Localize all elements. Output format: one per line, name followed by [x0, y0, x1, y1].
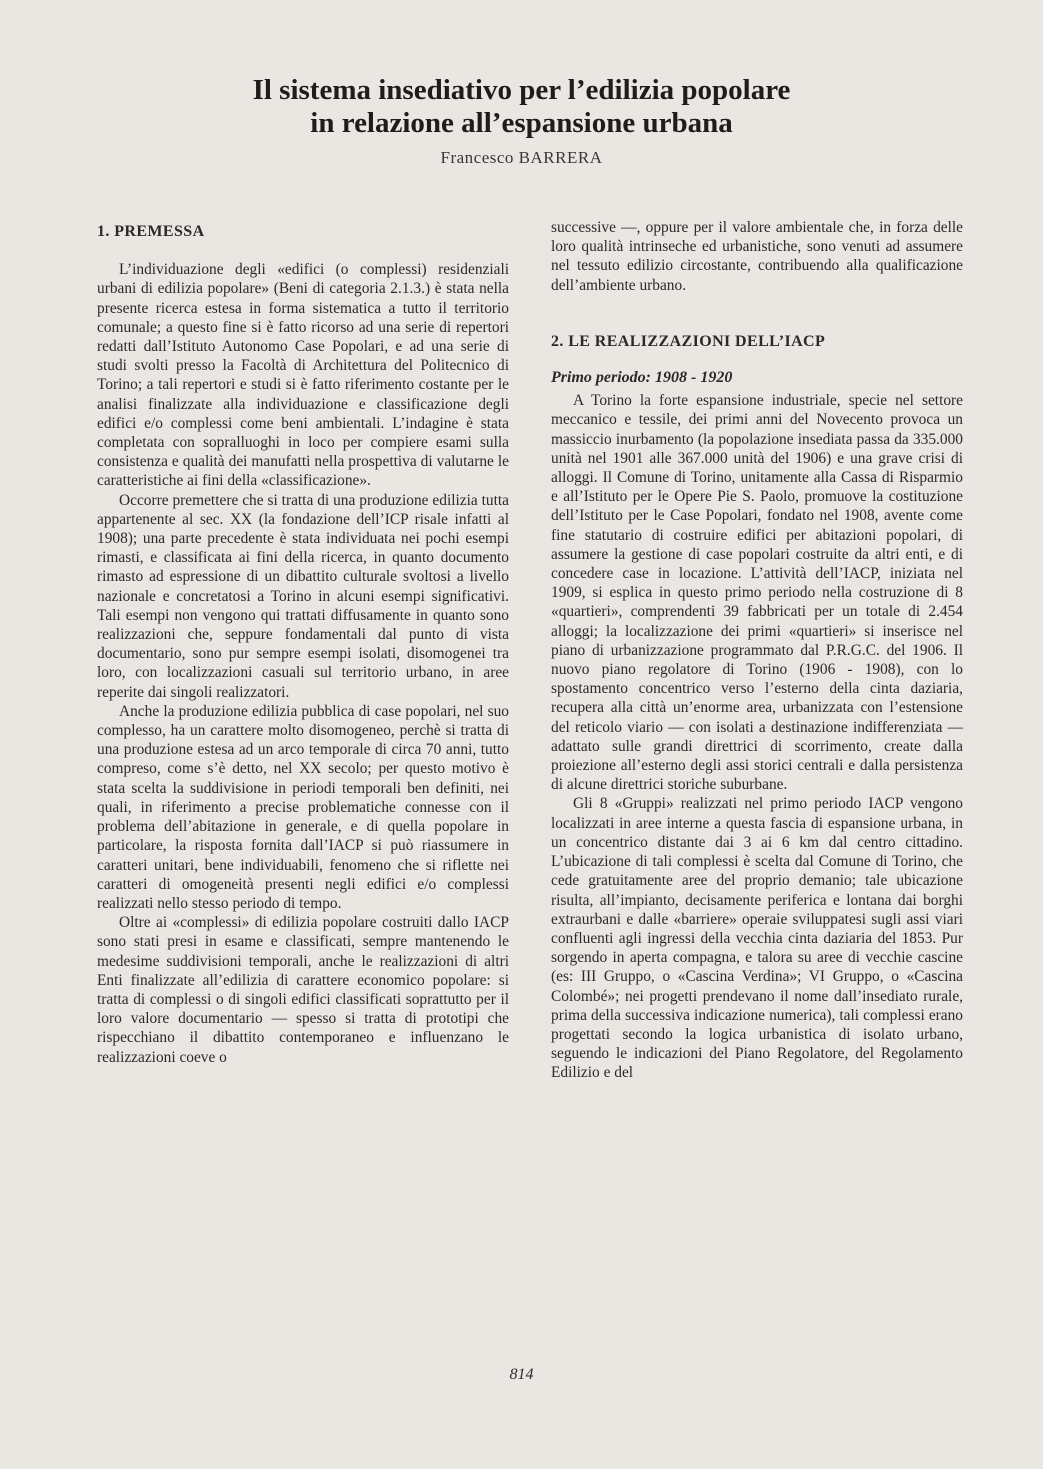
paragraph: Gli 8 «Gruppi» realizzati nel primo periodo IACP vengono localizzati in aree interne a questa fascia di espansione urbana, in un concentrico distante dai 3 ai 6 km dal centro cittadino. L’ubicazione di tali complessi è scelta dal Comune di Torino, che cede gratuitamente aree del proprio demanio; tale ubicazione risulta, all’impianto, decisamente periferica e lontana dai borghi extraurbani e dalle «barriere» operaie sviluppatesi sugli assi viari confluenti agli ingressi della vecchia cinta daziaria del 1853. Pur sorgendo in aperta compagna, e talora su aree di vecchie cascine (es: III Gruppo, o «Cascina Verdina»; VI Gruppo, o «Cascina Colombé»; nei progetti prendevano il nome dall’insediato rurale, prima della successiva indicazione numerica), tali complessi erano progettati secondo la logica urbanistica di isolato urbano, seguendo le indicazioni del Piano Regolatore, del Regolamento Edilizio e del	[551, 795, 963, 1082]
sub-heading-primo-periodo: Primo periodo: 1908 - 1920	[551, 369, 733, 387]
paragraph: A Torino la forte espansione industriale, specie nel settore meccanico e tessile, dei primi anni del Novecento provoca un massiccio inurbamento (la popolazione insediata passa da 335.000 unità nel 1901 alle 367.000 unità del 1906) e una grave crisi di alloggi. Il Comune di Torino, unitamente alla Cassa di Risparmio e all’Istituto per le Opere Pie S. Paolo, promuove la costituzione dell’Istituto per le Case Popolari, fondato nel 1908, avente come fine statutario di costruire edifici per abitazioni popolari, di assumere la gestione di case popolari costruite da altri enti, e di concedere case in locazione. L’attività dell’IACP, iniziata nel 1909, si esplica in questo primo periodo nella costruzione di 8 «quartieri», comprendenti 39 fabbricati per un totale di 2.454 alloggi; la localizzazione dei primi «quartieri» si inserisce nel piano di urbanizzazione programmato dal P.R.G.C. del 1906. Il nuovo piano regolatore di Torino (1906 - 1908), con lo spostamento concentrico verso l’esterno della cinta daziaria, recupera alla città un’enorme area, urbanizzata con l’estensione del reticolo viario — con isolati a destinazione indifferenziata — adattato sulle grandi direttrici di scorrimento, create dalla proiezione all’esterno degli assi storici centrali e dalla persistenza di alcune direttrici storiche suburbane.	[551, 392, 963, 794]
paragraph: Occorre premettere che si tratta di una produzione edilizia tutta appartenente al sec. XX (la fondazione dell’ICP risale infatti al 1908); una parte precedente è stata individuata nei pochi esempi rimasti, e classificata ai fini della ricerca, in quanto documento rimasto ad espressione di un dibattito culturale svoltosi a livello nazionale e concretatosi a Torino in alcuni esempi significativi. Tali esempi non vengono qui trattati diffusamente in quanto sono realizzazioni che, seppure fondamentali dal punto di vista documentario, sono pur sempre esempi isolati, disomogenei tra loro, con localizzazioni casuali sul territorio urbano, in aree reperite dai singoli realizzatori.	[97, 491, 509, 701]
page-number: 814	[509, 1366, 534, 1383]
paragraph: Oltre ai «complessi» di edilizia popolare costruiti dallo IACP sono stati presi in esame e classificati, sempre mantenendo le medesime suddivisioni temporali, anche le realizzazioni di altri Enti finalizzate all’edilizia di carattere economico popolare: si tratta di complessi o di singoli edifici classificati soprattutto per il loro valore documentario — spesso si tratta di prototipi che rispecchiano il dibattito contemporaneo e influenzano le realizzazioni coeve o	[97, 914, 509, 1066]
paragraph-continuation: successive —, oppure per il valore ambientale che, in forza delle loro qualità intrinseche ed urbanistiche, sono venuti ad assumere nel tessuto edilizio circostante, contribuendo alla qualificazione dell’ambiente urbano.	[551, 219, 963, 294]
title-line-1: Il sistema insediativo per l’edilizia popolare	[252, 74, 791, 106]
paragraph: L’individuazione degli «edifici (o complessi) residenziali urbani di edilizia popolare» (Beni di categoria 2.1.3.) è stata nella presente ricerca estesa in forma sistematica a tutto il territorio comunale; a questo fine si è fatto ricorso ad una serie di repertori redatti dall’Istituto Autonomo Case Popolari, e ad una serie di studi svolti presso la Facoltà di Architettura del Politecnico di Torino; a tali repertori e studi si è fatto riferimento costante per le analisi finalizzate alla individuazione e classificazione degli edifici e/o complessi come beni ambientali. L’indagine è stata completata con sopralluoghi in loco per compiere esami sulla consistenza e qualità dei manufatti nella prospettiva di valutarne le caratteristiche ai fini della «classificazione».	[97, 261, 509, 490]
author-name: Francesco BARRERA	[440, 148, 603, 167]
left-column	[97, 218, 509, 1067]
paragraph: Anche la produzione edilizia pubblica di case popolari, nel suo complesso, ha un carattere molto disomogeneo, perchè si tratta di una produzione estesa ad un arco temporale di circa 70 anni, tutto compreso, come s’è detto, nel XX secolo; per questo motivo è stata scelta la suddivisione in periodi temporali ben definiti, nei quali, in riferimento a precise problematiche connesse con il problema dell’abitazione in generale, e di quella popolare in particolare, la risposta fornita dall’IACP si può riassumere in caratteri unitari, bene individuabili, fenomeno che si riflette nei caratteri di omogeneità presenti negli edifici e/o complessi realizzati nello stesso periodo di tempo.	[97, 702, 509, 912]
page-title	[0, 74, 1043, 140]
section-heading-realizzazioni: 2. LE REALIZZAZIONI DELL’IACP	[551, 332, 826, 350]
title-line-2: in relazione all’espansione urbana	[310, 107, 733, 139]
right-column	[551, 218, 963, 1083]
section-heading-premessa: 1. PREMESSA	[97, 223, 205, 240]
